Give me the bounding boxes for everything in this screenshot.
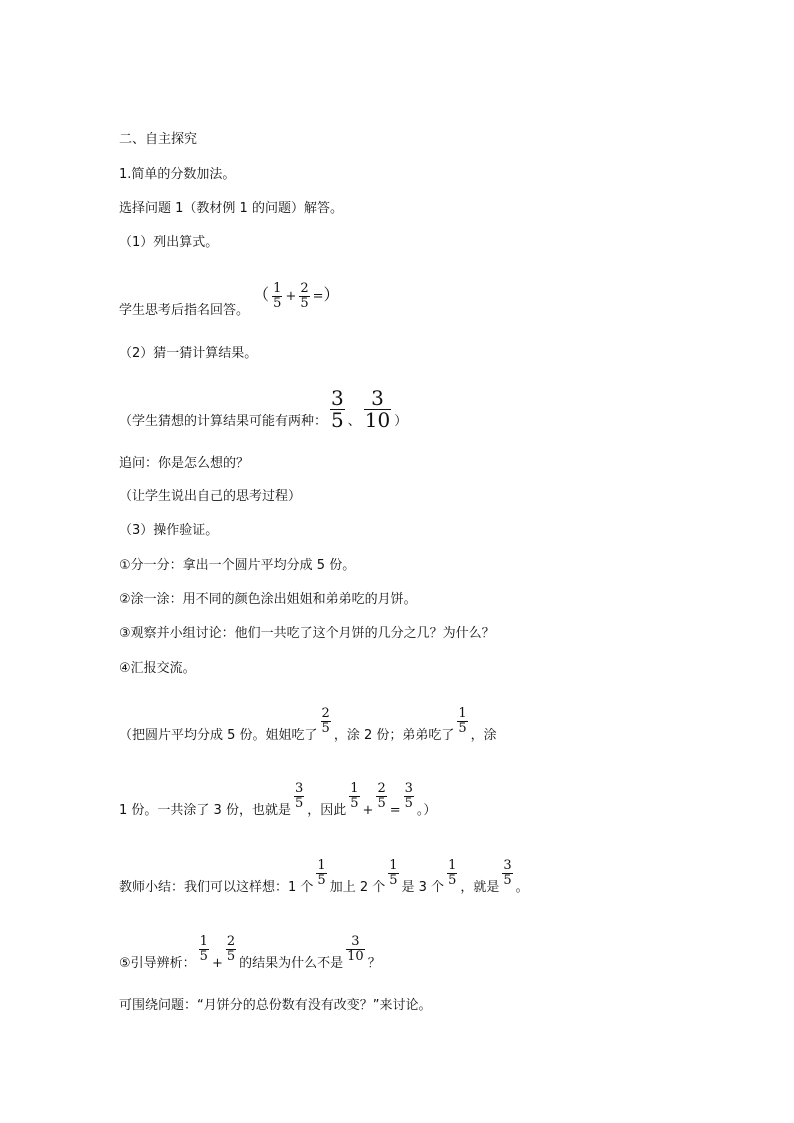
analysis-text: 的结果为什么不是 (239, 956, 344, 971)
choose-problem-text: 选择问题 1（教材例 1 的问题）解答。 (119, 201, 343, 216)
step-2-guess-result: （2）猜一猜计算结果。 (119, 346, 258, 361)
fraction (502, 859, 512, 888)
denominator: 5 (199, 949, 208, 964)
denominator: 10 (347, 949, 364, 964)
step-observe-discuss: ③观察并小组讨论：他们一共吃了这个月饼的几分之几？为什么？ (119, 626, 495, 641)
numerator: 1 (350, 781, 359, 796)
denominator: 10 (364, 408, 391, 432)
guess-results-line (119, 388, 407, 431)
student-answer-line (119, 282, 340, 320)
report-text: （把圆片平均分成 5 份。姐姐吃了 (119, 728, 318, 743)
denominator: 5 (300, 296, 309, 311)
report-text: ，涂 (470, 728, 497, 743)
paren-close: ） (323, 285, 340, 304)
numerator: 3 (346, 935, 365, 950)
numerator: 1 (448, 858, 457, 873)
denominator: 5 (503, 873, 512, 888)
step-report: ④汇报交流。 (119, 661, 196, 676)
numerator: 1 (458, 706, 467, 721)
denominator: 5 (350, 796, 359, 811)
denominator: 5 (458, 721, 467, 736)
plus-sign: + (285, 289, 297, 304)
step-color: ②涂一涂：用不同的颜色涂出姐姐和弟弟吃的月饼。 (119, 592, 417, 607)
discussion-prompt: 可围绕问题：“月饼分的总份数有没有改变？”来讨论。 (119, 998, 432, 1013)
thinking-process-note: （让学生说出自己的思考过程） (119, 489, 302, 504)
denominator: 5 (404, 796, 413, 811)
denominator: 5 (331, 408, 344, 432)
analysis-text: ⑤引导辨析： (119, 956, 196, 971)
fraction (388, 859, 398, 888)
numerator: 2 (300, 281, 309, 296)
numerator: 2 (226, 934, 236, 949)
summary-text: 。 (515, 880, 529, 895)
numerator: 2 (321, 706, 330, 721)
report-text: ，涂 2 份；弟弟吃了 (333, 728, 455, 743)
fraction (294, 782, 304, 811)
summary-text: 加上 2 个 (329, 880, 386, 895)
paren-close: ） (394, 414, 408, 429)
fraction (457, 707, 467, 736)
denominator: 5 (294, 796, 304, 811)
item-simple-fraction-addition: 1.简单的分数加法。 (119, 167, 236, 182)
numerator: 1 (199, 934, 208, 949)
numerator: 3 (294, 781, 304, 796)
plus-sign: + (211, 956, 223, 971)
fraction (364, 388, 391, 431)
analysis-text: ？ (367, 956, 381, 971)
guess-results-text: （学生猜想的计算结果可能有两种： (119, 414, 328, 429)
fraction (321, 707, 331, 736)
fraction (330, 388, 345, 431)
report-line-1 (119, 707, 497, 745)
summary-text: ，就是 (460, 880, 500, 895)
numerator: 3 (404, 781, 413, 796)
denominator: 5 (377, 796, 386, 811)
paren-open: （ (253, 285, 270, 304)
guided-analysis-line (119, 935, 381, 973)
equals-sign: = (312, 289, 324, 304)
numerator: 1 (273, 281, 282, 296)
fraction (346, 935, 365, 964)
report-text: 1 份。一共涂了 3 份，也就是 (119, 803, 291, 818)
numerator: 3 (364, 388, 391, 410)
fraction (299, 282, 309, 311)
step-3-verify: （3）操作验证。 (119, 523, 219, 538)
denominator: 5 (389, 873, 398, 888)
fraction (349, 782, 359, 811)
denominator: 5 (321, 721, 330, 736)
denominator: 5 (317, 873, 326, 888)
fraction (447, 859, 457, 888)
follow-up-question: 追问：你是怎么想的？ (119, 456, 250, 471)
fraction (272, 282, 282, 311)
numerator: 2 (377, 781, 386, 796)
summary-text: 是 3 个 (401, 880, 445, 895)
step-1-list-expression: （1）列出算式。 (119, 235, 219, 250)
equals-sign: = (389, 803, 401, 818)
fraction (226, 935, 236, 964)
denominator: 5 (273, 296, 282, 311)
numerator: 1 (389, 858, 398, 873)
numerator: 3 (503, 858, 512, 873)
student-answer-text: 学生思考后指名回答。 (119, 303, 250, 318)
section-title: 二、自主探究 (119, 132, 198, 147)
step-divide: ①分一分：拿出一个圆片平均分成 5 份。 (119, 558, 356, 573)
teacher-summary-line (119, 859, 529, 897)
report-text: 。） (416, 803, 437, 818)
fraction (404, 782, 414, 811)
fraction (199, 935, 209, 964)
numerator: 3 (331, 386, 344, 410)
numerator: 1 (317, 858, 326, 873)
plus-sign: + (362, 803, 374, 818)
denominator: 5 (448, 873, 457, 888)
denominator: 5 (226, 949, 236, 964)
separator: 、 (347, 414, 361, 429)
fraction (376, 782, 386, 811)
summary-text: 教师小结：我们可以这样想：1 个 (119, 880, 314, 895)
fraction (316, 859, 326, 888)
report-text: ，因此 (307, 803, 347, 818)
report-line-2 (119, 782, 436, 820)
